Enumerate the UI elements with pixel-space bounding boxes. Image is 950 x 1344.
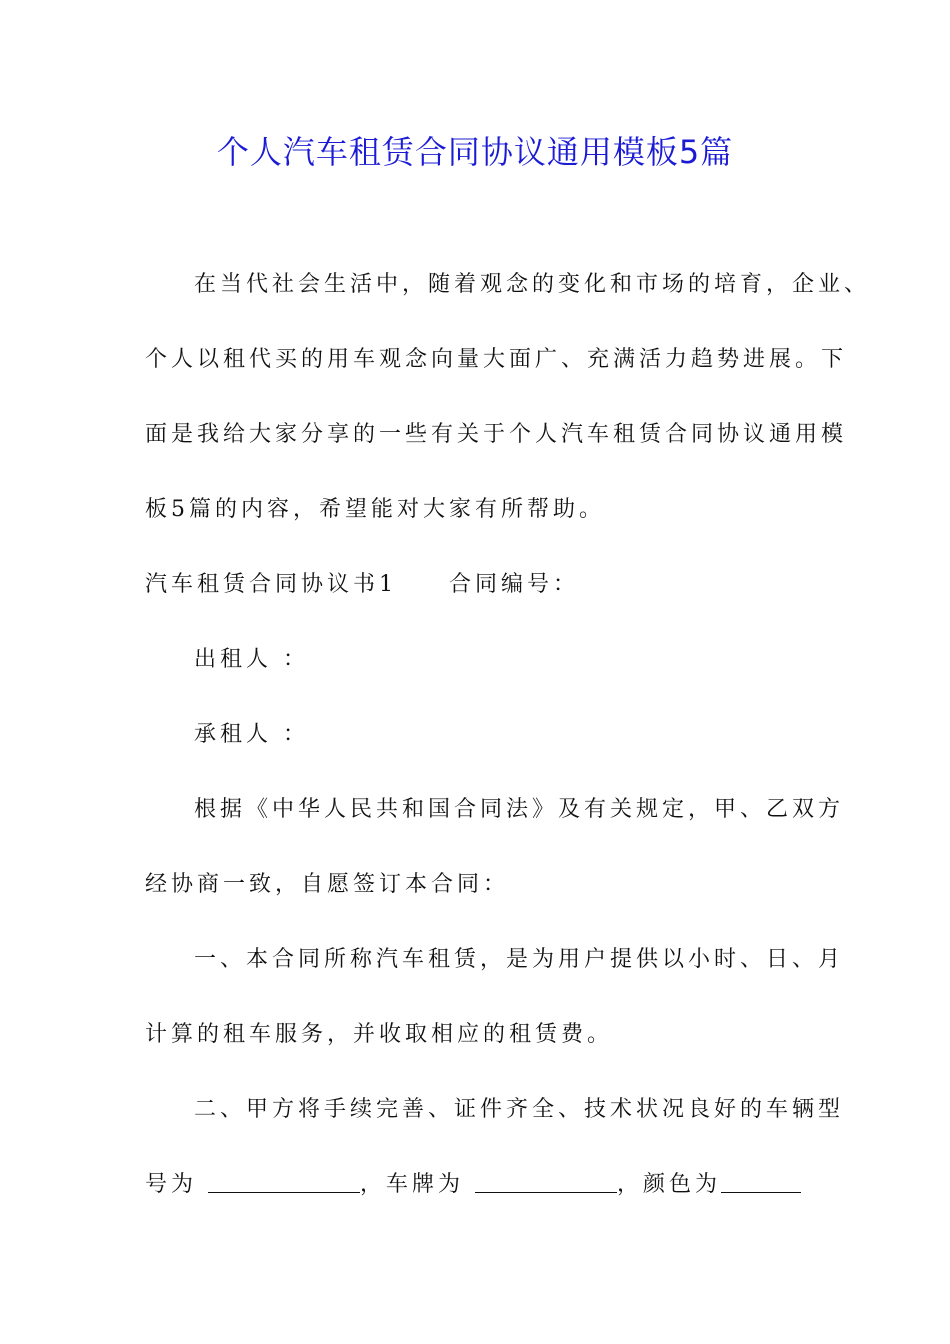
clause2-line-1: 二、甲方将手续完善、证件齐全、技术状况良好的车辆型 xyxy=(194,1097,845,1122)
model-label: 号为 xyxy=(145,1172,198,1197)
color-blank xyxy=(721,1170,801,1193)
clause1-line-2: 计算的租车服务，并收取相应的租赁费。 xyxy=(145,1022,614,1047)
intro-line-4: 板5篇的内容，希望能对大家有所帮助。 xyxy=(145,497,605,522)
contract-heading-row xyxy=(145,567,810,603)
clause2-line-2 xyxy=(145,1167,810,1203)
color-label: ，颜色为 xyxy=(617,1172,722,1197)
model-blank xyxy=(208,1170,360,1193)
contract-number-label: 合同编号： xyxy=(449,572,580,597)
lessee-label: 承租人 ： xyxy=(194,722,309,747)
plate-blank xyxy=(475,1170,617,1193)
clause1-line-1: 一、本合同所称汽车租赁，是为用户提供以小时、日、月 xyxy=(194,947,845,972)
preamble-line-2: 经协商一致，自愿签订本合同： xyxy=(145,872,510,897)
lessor-label: 出租人 ： xyxy=(194,647,309,672)
document-title: 个人汽车租赁合同协议通用模板5篇 xyxy=(216,133,734,171)
intro-line-3: 面是我给大家分享的一些有关于个人汽车租赁合同协议通用模 xyxy=(145,422,848,447)
intro-line-1: 在当代社会生活中，随着观念的变化和市场的培育，企业、 xyxy=(194,272,871,297)
plate-label: ，车牌为 xyxy=(360,1172,465,1197)
contract-heading: 汽车租赁合同协议书1 xyxy=(145,572,397,597)
intro-line-2: 个人以租代买的用车观念向量大面广、充满活力趋势进展。下 xyxy=(145,347,848,372)
preamble-line-1: 根据《中华人民共和国合同法》及有关规定，甲、乙双方 xyxy=(194,797,845,822)
